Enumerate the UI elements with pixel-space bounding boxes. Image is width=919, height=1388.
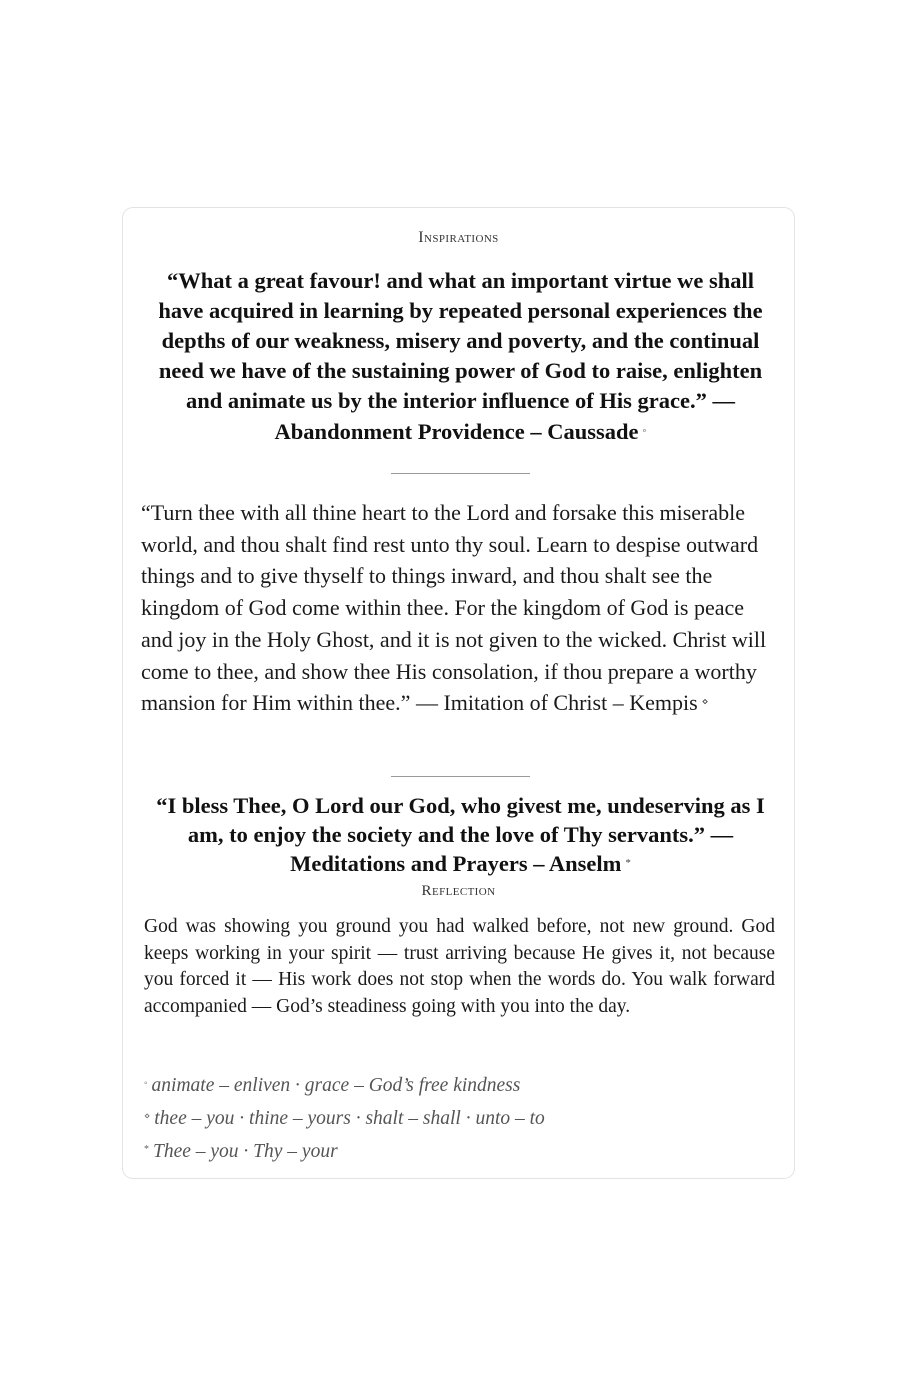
- quote-kempis-marker: ⋄: [701, 696, 709, 709]
- quote-kempis: [141, 497, 781, 719]
- glossary-marker: ⋄: [144, 1111, 151, 1122]
- quote-kempis-text: “Turn thee with all thine heart to the Lord and forsake this miserable world, and thou shalt find rest unto thy soul. Learn to despise outward things and to give thyself to things inward, and thou shalt see the kingdom of God come within thee. For the kingdom of God is peace and joy in the Holy Ghost, and it is not given to the wicked. Christ will come to thee, and show thee His consolation, if thou prepare a worthy mansion for Him within thee.” — Imitation of Christ – Kempis: [141, 500, 767, 716]
- reflection-body: God was showing you ground you had walked before, not new ground. God keeps working in your spirit — trust arriving because He gives it, not because you forced it — His work does not stop when the words do. You walk forward accompanied — God’s steadiness going with you into the day.: [144, 916, 775, 1018]
- glossary-line: [144, 1108, 775, 1130]
- glossary-text: thee – you · thine – yours · shalt – shall · unto – to: [154, 1108, 545, 1129]
- glossary-text: Thee – you · Thy – your: [153, 1141, 338, 1162]
- divider: [391, 473, 530, 474]
- glossary-marker: ◦: [144, 1078, 148, 1089]
- glossary-text: animate – enliven · grace – God’s free kindness: [151, 1075, 521, 1096]
- quote-anselm: [145, 791, 776, 878]
- glossary-marker: *: [144, 1144, 149, 1155]
- quote-caussade: [145, 266, 776, 447]
- glossary-line: [144, 1141, 775, 1163]
- divider: [391, 776, 530, 777]
- quote-caussade-text: “What a great favour! and what an important virtue we shall have acquired in learning by repeated personal experiences the depths of our weakness, misery and poverty, and the continual need we have of the sustaining power of God to raise, enlighten and animate us by the interior influence of His grace.” — Abandonment Providence – Caussade: [158, 268, 763, 444]
- devotional-card: [122, 207, 795, 1179]
- inspirations-heading: Inspirations: [418, 229, 499, 246]
- quote-anselm-text: “I bless Thee, O Lord our God, who givest me, undeserving as I am, to enjoy the society and the love of Thy servants.” — Meditations and Prayers – Anselm: [156, 793, 765, 876]
- quote-caussade-marker: ◦: [642, 425, 647, 437]
- reflection-heading: Reflection: [421, 883, 496, 899]
- quote-anselm-marker: *: [625, 857, 631, 869]
- glossary-line: [144, 1075, 775, 1097]
